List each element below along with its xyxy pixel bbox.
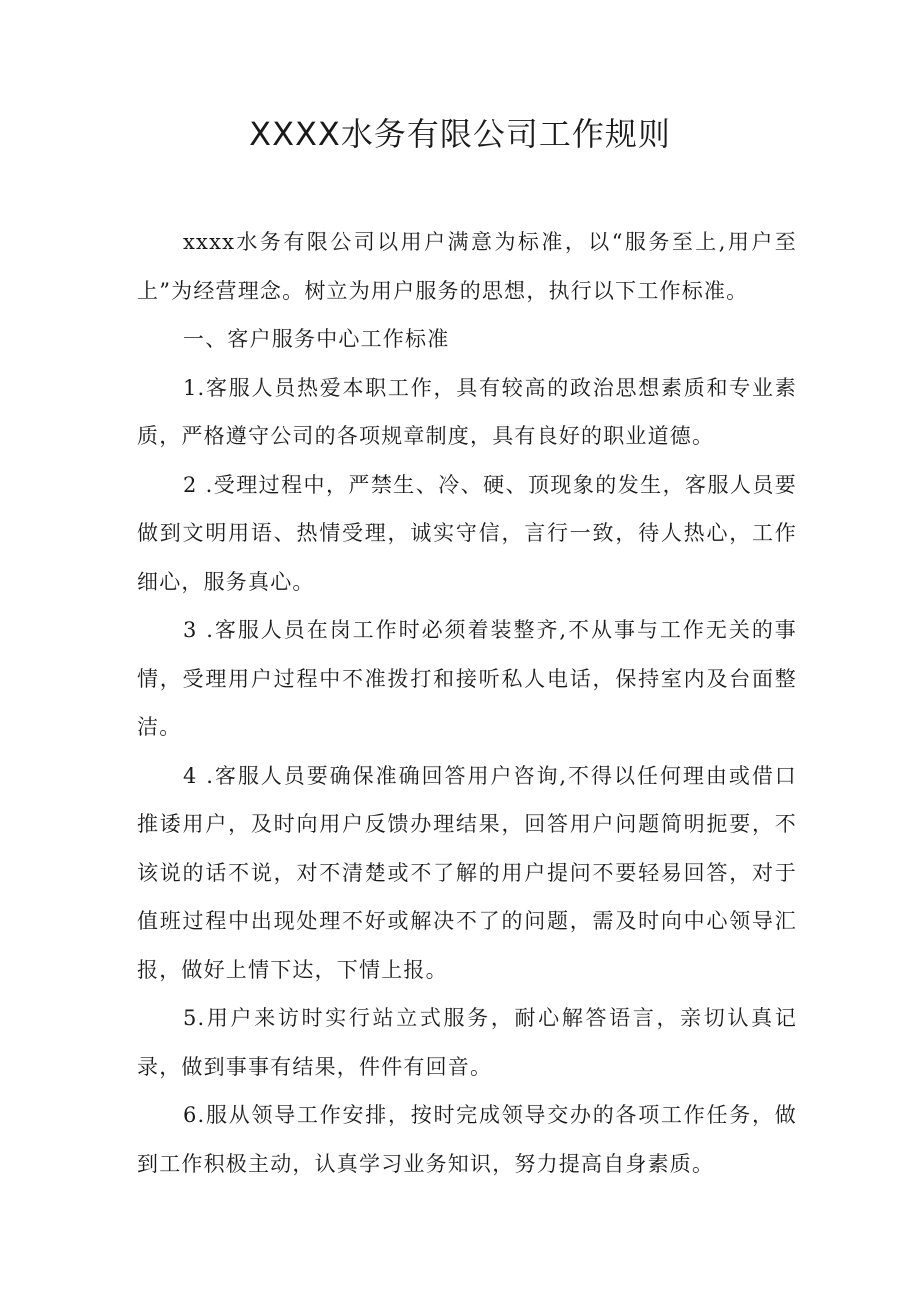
rule-item-1: 1.客服人员热爱本职工作，具有较高的政治思想素质和专业素质，严格遵守公司的各项规章制度，具有良好的职业道德。 (137, 375, 797, 448)
rule-item-5: 5.用户来访时实行站立式服务，耐心解答语言，亲切认真记录，做到事事有结果，件件有回音。 (137, 1006, 797, 1079)
rule-item-3: 3 .客服人员在岗工作时必须着装整齐,不从事与工作无关的事情，受理用户过程中不准拨打和接听私人电话，保持室内及台面整洁。 (137, 618, 797, 739)
rule-item-6: 6.服从领导工作安排，按时完成领导交办的各项工作任务，做到工作积极主动，认真学习业务知识，努力提高自身素质。 (137, 1103, 797, 1176)
section-heading: 一、客户服务中心工作标准 (183, 327, 450, 351)
rule-item-2: 2 .受理过程中，严禁生、冷、硬、顶现象的发生，客服人员要做到文明用语、热情受理，诚实守信，言行一致，待人热心，工作细心，服务真心。 (137, 472, 797, 594)
rule-item-4: 4 .客服人员要确保准确回答用户咨询,不得以任何理由或借口推诿用户，及时向用户反馈办理结果，回答用户问题简明扼要，不该说的话不说，对不清楚或不了解的用户提问不要轻易回答，对于值班过程中出现处理不好或解决不了的问题，需及时向中心领导汇报，做好上情下达，下情上报。 (137, 763, 797, 982)
intro-paragraph: xxxx水务有限公司以用户满意为标准，以“服务至上,用户至上”为经营理念。树立为用户服务的思想，执行以下工作标准。 (137, 230, 797, 303)
document-body (137, 218, 797, 1188)
document-title: XXXX水务有限公司工作规则 (249, 115, 671, 153)
